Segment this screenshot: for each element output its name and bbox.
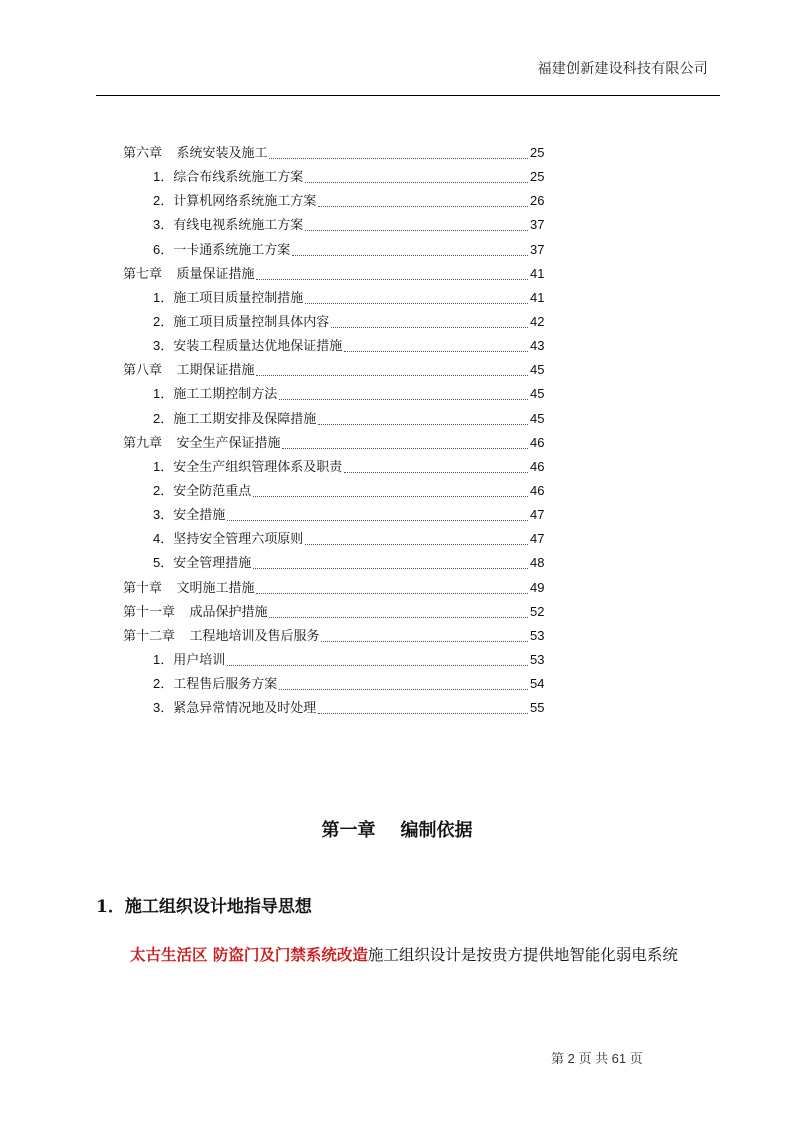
- toc-dot-leader: [305, 217, 528, 231]
- toc-entry-label: 2．施工项目质量控制具体内容: [153, 313, 330, 329]
- toc-entry-section[interactable]: [123, 411, 544, 435]
- toc-dot-leader: [269, 604, 528, 618]
- toc-entry-section[interactable]: [123, 555, 544, 579]
- paragraph-text: 施工组织设计是按贵方提供地智能化弱电系统: [367, 946, 678, 964]
- toc-dot-leader: [292, 242, 528, 256]
- toc-entry-section[interactable]: [123, 338, 544, 362]
- toc-entry-label: 第七章 质量保证措施: [123, 265, 255, 281]
- toc-entry-label: 第十一章 成品保护措施: [123, 603, 268, 619]
- toc-entry-chapter[interactable]: [123, 604, 544, 628]
- toc-entry-label: 3．安全措施: [153, 507, 226, 523]
- toc-dot-leader: [269, 145, 528, 159]
- toc-entry-label: 1．安全生产组织管理体系及职责: [153, 458, 343, 474]
- toc-dot-leader: [253, 483, 528, 497]
- toc-dot-leader: [253, 555, 528, 569]
- toc-dot-leader: [279, 386, 528, 400]
- toc-entry-page-number: 45: [530, 410, 545, 426]
- toc-dot-leader: [305, 531, 528, 545]
- toc-entry-page-number: 46: [530, 434, 545, 450]
- toc-entry-section[interactable]: [123, 459, 544, 483]
- toc-dot-leader: [344, 459, 528, 473]
- toc-entry-page-number: 47: [530, 507, 545, 523]
- toc-entry-section[interactable]: [123, 193, 544, 217]
- toc-dot-leader: [318, 700, 528, 714]
- toc-entry-section[interactable]: [123, 386, 544, 410]
- toc-entry-page-number: 37: [530, 241, 545, 257]
- toc-entry-label: 第十章 文明施工措施: [123, 579, 255, 595]
- toc-entry-label: 第九章 安全生产保证措施: [123, 434, 281, 450]
- toc-dot-leader: [318, 411, 528, 425]
- toc-entry-section[interactable]: [123, 483, 544, 507]
- toc-entry-page-number: 53: [530, 651, 545, 667]
- toc-dot-leader: [279, 676, 528, 690]
- toc-entry-page-number: 41: [530, 265, 545, 281]
- toc-entry-label: 1．用户培训: [153, 651, 226, 667]
- toc-dot-leader: [321, 628, 528, 642]
- toc-entry-label: 3．有线电视系统施工方案: [153, 217, 304, 233]
- toc-entry-label: 2．计算机网络系统施工方案: [153, 193, 317, 209]
- toc-entry-page-number: 37: [530, 217, 545, 233]
- section-heading: 1．施工组织设计地指导思想: [96, 897, 312, 917]
- toc-entry-section[interactable]: [123, 531, 544, 555]
- toc-entry-chapter[interactable]: [123, 435, 544, 459]
- toc-dot-leader: [227, 507, 528, 521]
- toc-entry-page-number: 52: [530, 603, 545, 619]
- toc-entry-chapter[interactable]: [123, 362, 544, 386]
- toc-entry-section[interactable]: [123, 676, 544, 700]
- header-company-name: 福建创新建设科技有限公司: [537, 60, 708, 76]
- toc-entry-section[interactable]: [123, 290, 544, 314]
- toc-dot-leader: [256, 266, 528, 280]
- toc-entry-label: 第八章 工期保证措施: [123, 362, 255, 378]
- toc-entry-section[interactable]: [123, 242, 544, 266]
- toc-entry-page-number: 42: [530, 313, 545, 329]
- toc-entry-section[interactable]: [123, 217, 544, 241]
- toc-entry-page-number: 53: [530, 627, 545, 643]
- toc-entry-label: 1．施工工期控制方法: [153, 386, 278, 402]
- toc-entry-chapter[interactable]: [123, 145, 544, 169]
- toc-entry-page-number: 25: [530, 145, 545, 160]
- toc-entry-page-number: 47: [530, 531, 545, 547]
- toc-entry-section[interactable]: [123, 652, 544, 676]
- toc-dot-leader: [331, 314, 528, 328]
- toc-entry-label: 第十二章 工程地培训及售后服务: [123, 627, 320, 643]
- toc-entry-chapter[interactable]: [123, 266, 544, 290]
- toc-entry-chapter[interactable]: [123, 628, 544, 652]
- toc-entry-label: 3．紧急异常情况地及时处理: [153, 700, 317, 716]
- toc-entry-label: 6．一卡通系统施工方案: [153, 241, 291, 257]
- toc-entry-page-number: 48: [530, 555, 545, 571]
- toc-entry-section[interactable]: [123, 700, 544, 724]
- toc-entry-label: 2．施工工期安排及保障措施: [153, 410, 317, 426]
- body-paragraph: [130, 943, 678, 965]
- toc-entry-label: 2．安全防范重点: [153, 482, 252, 498]
- table-of-contents: [123, 145, 544, 724]
- toc-dot-leader: [256, 580, 528, 594]
- toc-entry-page-number: 45: [530, 362, 545, 378]
- toc-entry-chapter[interactable]: [123, 580, 544, 604]
- toc-entry-label: 3．安装工程质量达优地保证措施: [153, 338, 343, 354]
- toc-entry-page-number: 46: [530, 482, 545, 498]
- toc-entry-page-number: 41: [530, 289, 545, 305]
- toc-entry-page-number: 43: [530, 338, 545, 354]
- toc-entry-page-number: 54: [530, 676, 545, 692]
- toc-entry-label: 1．综合布线系统施工方案: [153, 169, 304, 185]
- toc-entry-label: 第六章 系统安装及施工: [123, 145, 268, 160]
- toc-entry-label: 4．坚持安全管理六项原则: [153, 531, 304, 547]
- toc-entry-section[interactable]: [123, 314, 544, 338]
- toc-dot-leader: [305, 290, 528, 304]
- page-number: 第 2 页 共 61 页: [551, 1051, 643, 1066]
- header-divider: [96, 95, 720, 96]
- toc-entry-page-number: 46: [530, 458, 545, 474]
- toc-entry-section[interactable]: [123, 507, 544, 531]
- toc-dot-leader: [282, 435, 528, 449]
- project-name-highlight: 太古生活区 防盗门及门禁系统改造: [130, 945, 368, 964]
- toc-entry-page-number: 45: [530, 386, 545, 402]
- toc-dot-leader: [344, 338, 528, 352]
- toc-entry-label: 5．安全管理措施: [153, 555, 252, 571]
- toc-entry-page-number: 26: [530, 193, 545, 209]
- toc-dot-leader: [256, 362, 528, 376]
- toc-entry-page-number: 49: [530, 579, 545, 595]
- toc-entry-label: 1．施工项目质量控制措施: [153, 289, 304, 305]
- toc-entry-page-number: 55: [530, 700, 545, 716]
- toc-entry-label: 2．工程售后服务方案: [153, 676, 278, 692]
- toc-dot-leader: [227, 652, 528, 666]
- toc-dot-leader: [305, 169, 528, 183]
- toc-dot-leader: [318, 193, 528, 207]
- toc-entry-section[interactable]: [123, 169, 544, 193]
- chapter-heading: 第一章 编制依据: [321, 820, 473, 841]
- toc-entry-page-number: 25: [530, 169, 545, 185]
